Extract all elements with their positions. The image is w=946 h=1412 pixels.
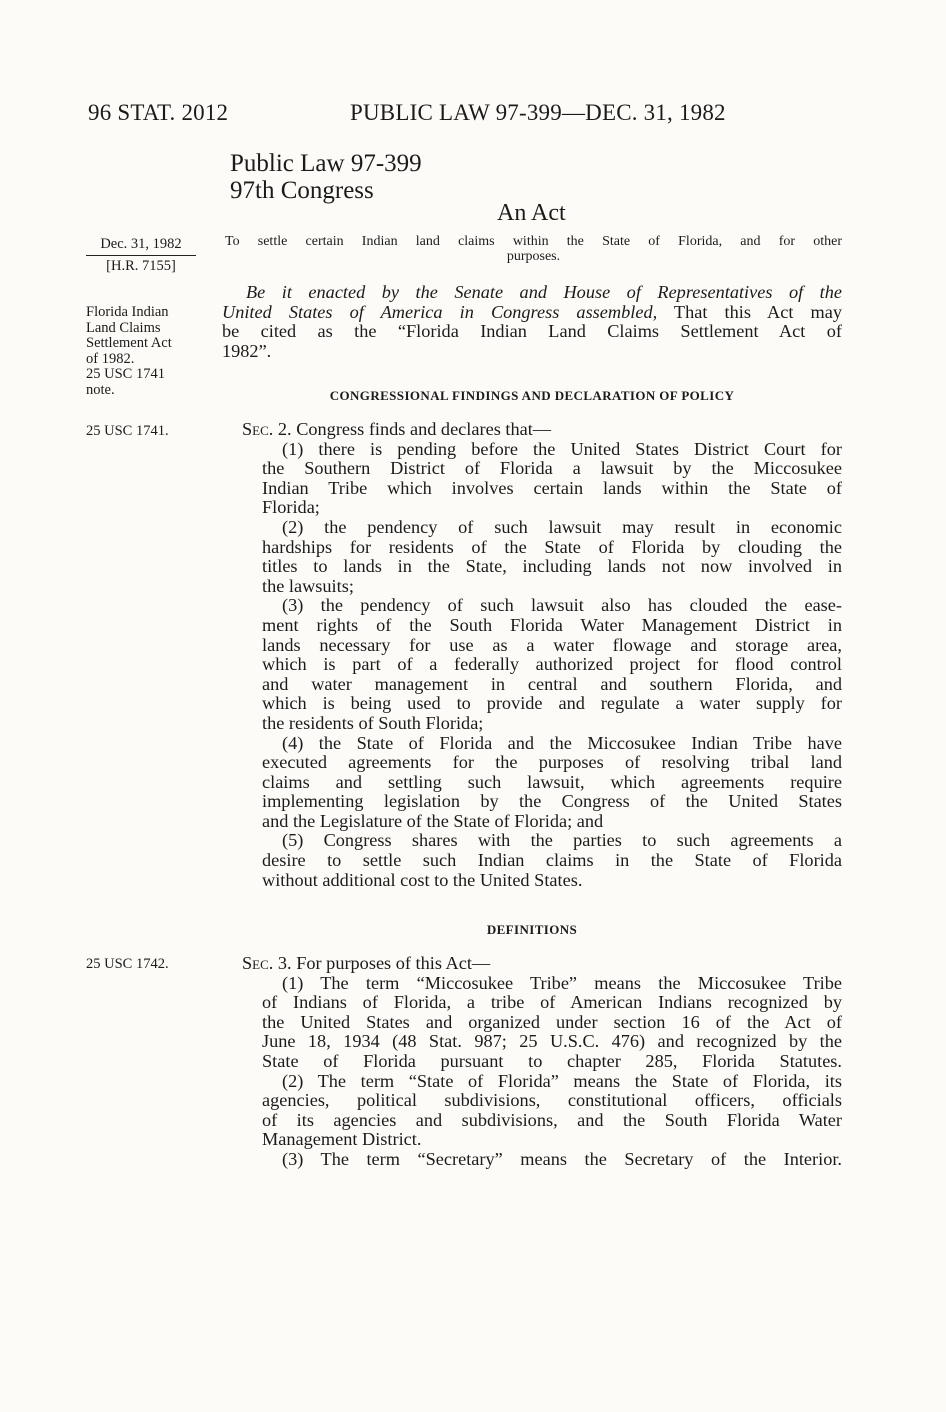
finding-line: the lawsuits; [262,575,354,596]
title-block [230,150,422,204]
finding-line: (5) Congress shares with the parties to such agreements a [282,830,842,851]
definition-line: (3) The term “Secretary” means the Secretary of the Interior. [282,1148,842,1169]
finding-line: implementing legislation by the Congress of the United States [262,791,842,812]
finding-5 [222,831,842,890]
finding-line: without additional cost to the United States. [262,869,583,890]
section-2-intro [222,420,842,440]
congress-number: 97th Congress [230,177,374,204]
finding-line: (4) the State of Florida and the Miccosukee Indian Tribe have [282,732,842,753]
definition-line: June 18, 1934 (48 Stat. 987; 25 U.S.C. 476) and recognized by the [262,1031,842,1052]
margin-line: note. [86,381,115,398]
definition-line: the United States and organized under section 16 of the Act of [262,1011,842,1032]
enactment-date-block [86,234,196,276]
finding-line: and the Legislature of the State of Florida; and [262,810,604,831]
margin-line: of 1982. [86,350,135,367]
definition-line: of Indians of Florida, a tribe of American Indians recognized by [262,992,842,1013]
definition-line: (1) The term “Miccosukee Tribe” means the Miccosukee Tribe [282,972,842,993]
finding-line: (1) there is pending before the United States District Court for [282,438,842,459]
section-3-intro [222,954,842,974]
enacting-rest: That this Act may [657,301,842,322]
finding-3 [222,596,842,733]
definition-1 [222,974,842,1072]
margin-line: Land Claims [86,319,161,336]
margin-note-short-title [86,305,172,398]
enactment-date: Dec. 31, 1982 [86,234,196,256]
section-3-heading: DEFINITIONS [486,922,578,937]
running-header: PUBLIC LAW 97-399—DEC. 31, 1982 [350,100,726,125]
finding-line: hardships for residents of the State of Florida by clouding the [262,536,842,557]
finding-line: claims and settling such lawsuit, which agreements require [262,771,842,792]
page-stat-number: 96 STAT. 2012 [88,100,229,125]
section-2-body [222,420,842,890]
definition-line: agencies, political subdivisions, constitutional officers, officials [262,1090,842,1111]
definition-line: (2) The term “State of Florida” means the State of Florida, its [282,1070,842,1091]
section-3-body [222,954,842,1170]
section-intro-text: Congress finds and declares that— [291,419,552,439]
margin-line: 25 USC 1741 [86,366,165,382]
finding-1 [222,440,842,518]
definition-line: Management District. [262,1129,422,1150]
finding-2 [222,518,842,596]
finding-line: which is being used to provide and regulate a water supply for [262,693,842,714]
finding-line: executed agreements for the purposes of resolving tribal land [262,752,842,773]
enacting-line [222,303,842,323]
finding-line: lands necessary for use as a water flowage and storage area, [262,634,842,655]
finding-line: (2) the pendency of such lawsuit may result in economic [282,516,842,537]
purpose-line: To settle certain Indian land claims within the State of Florida, and for other [225,234,842,249]
definition-3 [222,1150,842,1170]
finding-line: the residents of South Florida; [262,712,484,733]
finding-4 [222,734,842,832]
law-number: Public Law 97-399 [230,150,422,177]
bill-number: [H.R. 7155] [106,258,176,274]
enacting-clause [222,283,842,361]
margin-note-sec3: 25 USC 1742. [86,956,169,972]
enacting-line: be cited as the “Florida Indian Land Claims Settlement Act of [222,321,842,342]
enacting-line: 1982”. [222,340,272,361]
definition-line: State of Florida pursuant to chapter 285, Florida Statutes. [262,1050,842,1071]
finding-line: and water management in central and southern Florida, and [262,673,842,694]
margin-line: Settlement Act [86,335,172,351]
section-2-heading: CONGRESSIONAL FINDINGS AND DECLARATION OF POLICY [329,388,735,403]
section-intro-text: For purposes of this Act— [291,953,491,973]
finding-line: ment rights of the South Florida Water Management District in [262,614,842,635]
finding-line: titles to lands in the State, including lands not now involved in [262,556,842,577]
enacting-line: Be it enacted by the Senate and House of Representatives of the [246,282,842,302]
purpose-line: purposes. [506,249,561,264]
finding-line: which is part of a federally authorized project for flood control [262,654,842,675]
definition-line: of its agencies and subdivisions, and the South Florida Water [262,1109,842,1130]
margin-line: Florida Indian [86,304,169,320]
section-label: Sec. 3. [242,953,292,973]
finding-line: Indian Tribe which involves certain lands within the State of [262,477,842,498]
finding-line: Florida; [262,497,320,518]
finding-line: the Southern District of Florida a lawsuit by the Miccosukee [262,458,842,479]
margin-note-sec2: 25 USC 1741. [86,423,169,439]
finding-line: (3) the pendency of such lawsuit also has clouded the ease- [282,595,842,616]
section-label: Sec. 2. [242,419,292,439]
finding-line: desire to settle such Indian claims in the State of Florida [262,850,842,871]
purpose-clause [225,234,842,264]
definition-2 [222,1072,842,1150]
an-act-heading: An Act [497,200,566,226]
enacting-italic: United States of America in Congress assembled, [222,301,658,322]
